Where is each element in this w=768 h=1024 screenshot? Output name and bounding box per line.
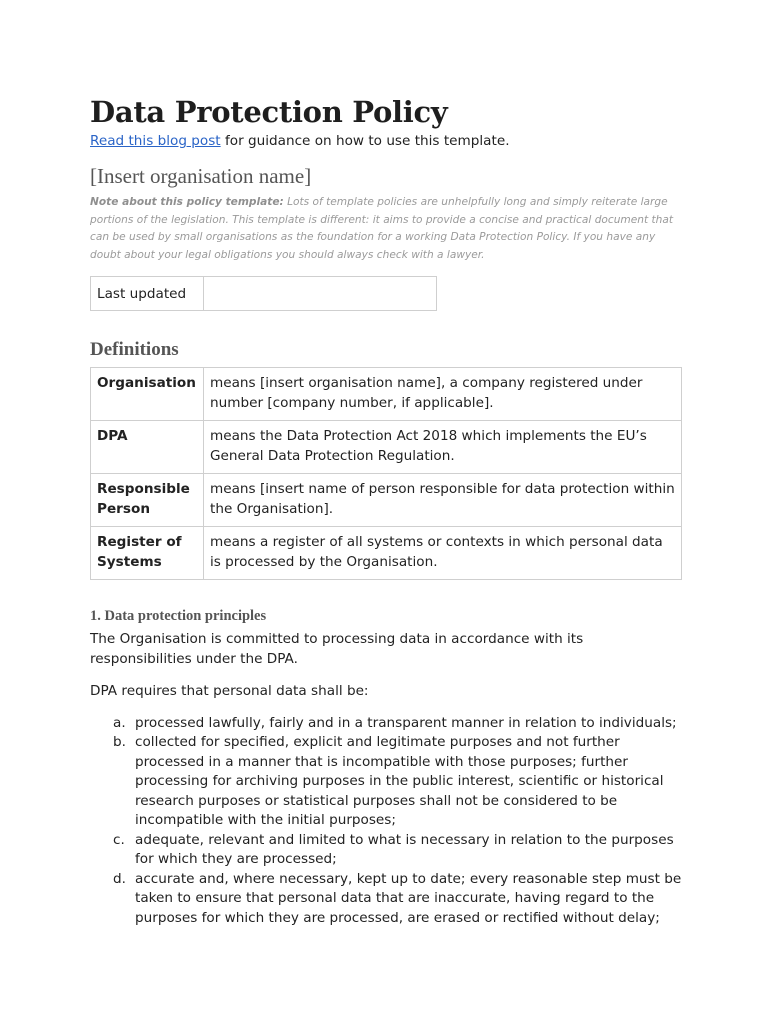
list-item-text: collected for specified, explicit and legitimate purposes and not further processed in a manner that is incompatible with those purposes; further processing for archiving purposes in the public interest, scientific or historical research purposes or statistical purposes shall not be considered to be incompatible with the initial purposes; <box>135 734 664 828</box>
intro-line <box>90 131 682 151</box>
document-body <box>90 95 682 928</box>
template-note-label: Note about this policy template: <box>90 196 284 208</box>
list-marker: a. <box>113 714 126 731</box>
page-title: Data Protection Policy <box>90 95 448 129</box>
list-item <box>90 870 682 929</box>
organisation-name-heading: [Insert organisation name] <box>90 164 312 188</box>
last-updated-value[interactable] <box>204 277 437 311</box>
list-marker: d. <box>113 870 126 887</box>
definition-term: Responsible Person <box>91 474 204 527</box>
list-item <box>90 714 682 734</box>
definition-term: DPA <box>91 421 204 474</box>
list-marker: c. <box>113 831 125 848</box>
intro-text: for guidance on how to use this template. <box>220 133 510 149</box>
last-updated-row <box>91 277 437 311</box>
list-item-text: adequate, relevant and limited to what is necessary in relation to the purposes for which they are processed; <box>135 831 674 867</box>
list-item-text: accurate and, where necessary, kept up to date; every reasonable step must be taken to ensure that personal data that are inaccurate, having regard to the purposes for which they are processed, are erased or rectified without delay; <box>135 870 682 926</box>
last-updated-label: Last updated <box>91 277 204 311</box>
definition-row <box>91 421 682 474</box>
definition-meaning: means a register of all systems or contexts in which personal data is processed by the Organisation. <box>204 527 682 580</box>
list-item-text: processed lawfully, fairly and in a transparent manner in relation to individuals; <box>135 714 677 731</box>
section-1-requirements-intro: DPA requires that personal data shall be: <box>90 683 369 699</box>
last-updated-table <box>90 276 437 311</box>
definition-term: Organisation <box>91 368 204 421</box>
list-marker: b. <box>113 734 126 750</box>
definition-term: Register of Systems <box>91 527 204 580</box>
blog-post-link[interactable]: Read this blog post <box>90 133 221 149</box>
definition-meaning: means [insert name of person responsible for data protection within the Organisation]. <box>204 474 682 527</box>
section-1-heading: 1. Data protection principles <box>90 608 267 624</box>
definition-row <box>91 527 682 580</box>
template-note-text: Lots of template policies are unhelpfully long and simply reiterate large portions of the legislation. This template is different: it aims to provide a concise and practical document that can be used by small organisations as the foundation for a working Data Protection Policy. If you have any doubt about your legal obligations you should always check with a lawyer. <box>90 196 674 261</box>
definition-row <box>91 368 682 421</box>
template-note <box>90 194 682 264</box>
definitions-table <box>90 367 682 580</box>
definition-meaning: means the Data Protection Act 2018 which implements the EU’s General Data Protection Regulation. <box>204 421 682 474</box>
list-item <box>90 831 682 870</box>
definition-row <box>91 474 682 527</box>
section-1-paragraph: The Organisation is committed to processing data in accordance with its responsibilities under the DPA. <box>90 631 584 667</box>
definitions-heading: Definitions <box>90 339 179 360</box>
definition-meaning: means [insert organisation name], a company registered under number [company number, if applicable]. <box>204 368 682 421</box>
list-item <box>90 733 682 831</box>
principles-list <box>90 714 682 929</box>
